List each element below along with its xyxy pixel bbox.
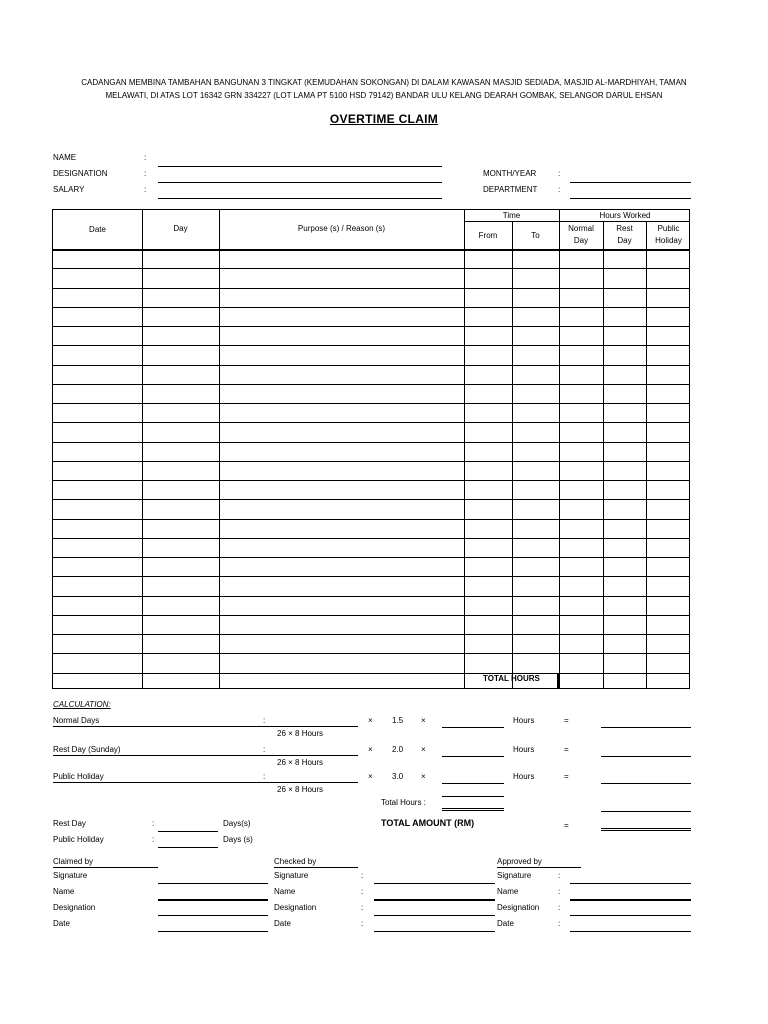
col-divider	[219, 210, 220, 688]
table-row[interactable]	[53, 442, 689, 443]
department-label: DEPARTMENT	[483, 185, 538, 194]
checked-by-heading: Checked by	[274, 857, 317, 866]
signoff-name-field[interactable]	[158, 899, 268, 901]
signoff-colon: :	[558, 871, 561, 880]
col-header-normal-day-line2: Day	[573, 236, 589, 245]
signoff-signature-label: Signature	[274, 871, 309, 880]
col-header-time: Time	[502, 211, 521, 220]
signoff-designation-field[interactable]	[374, 915, 495, 916]
calc-row-result-field[interactable]	[601, 727, 691, 728]
calc-row-divisor: 26 × 8 Hours	[277, 785, 324, 794]
total-hours-calc-double-line	[442, 808, 504, 811]
public-holiday-label: Public Holiday	[53, 835, 104, 844]
table-row[interactable]	[53, 326, 689, 327]
col-header-rest-day-line2: Day	[617, 236, 632, 245]
signoff-colon: :	[361, 903, 364, 912]
signoff-colon: :	[361, 919, 364, 928]
table-row[interactable]	[53, 538, 689, 539]
col-header-public-holiday	[646, 223, 691, 247]
table-row[interactable]	[53, 519, 689, 520]
signoff-signature-label: Signature	[497, 871, 532, 880]
calc-row-divisor: 26 × 8 Hours	[277, 758, 324, 767]
signoff-designation-label: Designation	[53, 903, 96, 912]
calc-row-colon: :	[263, 772, 266, 781]
col-header-rest-day	[603, 223, 646, 247]
total-amount-label: TOTAL AMOUNT (RM)	[381, 818, 475, 828]
col-header-purpose: Purpose (s) / Reason (s)	[297, 224, 386, 233]
calc-row-equals: =	[564, 772, 569, 781]
calc-row-colon: :	[263, 745, 266, 754]
approved-by-heading: Approved by	[497, 857, 542, 866]
signoff-date-field[interactable]	[158, 931, 268, 932]
table-row[interactable]	[53, 615, 689, 616]
project-header-line1: CADANGAN MEMBINA TAMBAHAN BANGUNAN 3 TINGKAT (KEMUDAHAN SOKONGAN) DI DALAM KAWASAN MASJID SEDIADA, MASJID AL-MARDHIYAH, TAMAN	[81, 78, 687, 87]
rest-day-unit: Days(s)	[223, 819, 251, 828]
col-divider	[464, 210, 465, 688]
col-divider	[142, 210, 143, 688]
table-row[interactable]	[53, 673, 689, 674]
col-divider	[646, 221, 647, 688]
name-colon: :	[144, 153, 147, 162]
calc-row-field[interactable]	[53, 782, 358, 783]
rest-day-colon: :	[152, 819, 155, 828]
table-row[interactable]	[53, 365, 689, 366]
signoff-date-label: Date	[497, 919, 514, 928]
signoff-date-field[interactable]	[570, 931, 691, 932]
col-header-day: Day	[173, 224, 188, 233]
table-row[interactable]	[53, 403, 689, 404]
col-header-public-holiday-line2: Holiday	[655, 236, 682, 245]
calc-row-result-field[interactable]	[601, 783, 691, 784]
calc-row-times2: ×	[421, 745, 426, 754]
signoff-signature-field[interactable]	[158, 883, 268, 884]
signoff-designation-field[interactable]	[158, 915, 268, 916]
name-field[interactable]	[158, 166, 442, 167]
salary-label: SALARY	[53, 185, 85, 194]
calc-row-hours-field[interactable]	[442, 783, 504, 784]
calc-row-hours: Hours	[513, 745, 535, 754]
claimed-by-heading: Claimed by	[53, 857, 94, 866]
col-header-date: Date	[89, 225, 106, 234]
table-row[interactable]	[53, 576, 689, 577]
signoff-designation-label: Designation	[274, 903, 317, 912]
col-header-to: To	[531, 231, 540, 240]
name-label: NAME	[53, 153, 77, 162]
overtime-table	[52, 209, 690, 689]
department-colon: :	[558, 185, 561, 194]
signoff-name-field[interactable]	[374, 899, 495, 901]
signoff-colon: :	[558, 887, 561, 896]
header-divider	[53, 249, 689, 251]
calc-row-times: ×	[368, 745, 373, 754]
calc-row-times: ×	[368, 716, 373, 725]
calc-row-field[interactable]	[53, 755, 358, 756]
calc-row-rate: 3.0	[392, 772, 404, 781]
signoff-colon: :	[558, 903, 561, 912]
calc-row-times2: ×	[421, 772, 426, 781]
signoff-signature-label: Signature	[53, 871, 88, 880]
table-row[interactable]	[53, 653, 689, 654]
public-holiday-unit: Days (s)	[223, 835, 253, 844]
calc-row-label: Public Holiday	[53, 772, 104, 781]
col-divider	[559, 210, 560, 688]
col-header-normal-day-line1: Normal	[568, 224, 594, 233]
calc-row-divisor: 26 × 8 Hours	[277, 729, 324, 738]
calc-row-hours: Hours	[513, 772, 535, 781]
table-row[interactable]	[53, 422, 689, 423]
signoff-date-field[interactable]	[374, 931, 495, 932]
calc-row-label: Normal Days	[53, 716, 100, 725]
total-amount-equals: =	[564, 821, 569, 830]
calc-row-rate: 2.0	[392, 745, 404, 754]
designation-colon: :	[144, 169, 147, 178]
table-row[interactable]	[53, 288, 689, 289]
total-hours-result-field[interactable]	[601, 811, 691, 812]
signoff-date-label: Date	[53, 919, 70, 928]
calc-row-rate: 1.5	[392, 716, 404, 725]
table-row[interactable]	[53, 461, 689, 462]
public-holiday-colon: :	[152, 835, 155, 844]
total-hours-calc-label: Total Hours :	[381, 798, 426, 807]
calc-row-hours-field[interactable]	[442, 727, 504, 728]
signoff-name-label: Name	[53, 887, 75, 896]
designation-label: DESIGNATION	[53, 169, 108, 178]
total-row-divider	[557, 673, 559, 689]
table-row[interactable]	[53, 499, 689, 500]
total-hours-label: TOTAL HOURS	[483, 674, 540, 683]
calc-row-hours: Hours	[513, 716, 535, 725]
signoff-name-label: Name	[274, 887, 296, 896]
total-amount-field[interactable]	[601, 828, 691, 831]
calc-row-result-field[interactable]	[601, 756, 691, 757]
form-title: OVERTIME CLAIM	[329, 112, 439, 126]
signoff-name-field[interactable]	[570, 899, 691, 901]
signoff-designation-label: Designation	[497, 903, 540, 912]
signoff-name-label: Name	[497, 887, 519, 896]
designation-field[interactable]	[158, 182, 442, 183]
department-field[interactable]	[570, 198, 691, 199]
calc-row-hours-field[interactable]	[442, 756, 504, 757]
month-year-field[interactable]	[570, 182, 691, 183]
calc-row-times: ×	[368, 772, 373, 781]
table-row[interactable]	[53, 596, 689, 597]
signoff-designation-field[interactable]	[570, 915, 691, 916]
month-year-label: MONTH/YEAR	[483, 169, 537, 178]
calc-row-equals: =	[564, 716, 569, 725]
project-header-line2: MELAWATI, DI ATAS LOT 16342 GRN 334227 (LOT LAMA PT 5100 HSD 79142) BANDAR ULU KELANG DEARAH GOMBAK, SELANGOR DARUL EHSAN	[105, 91, 663, 100]
calculation-heading: CALCULATION:	[53, 700, 111, 709]
signoff-date-label: Date	[274, 919, 291, 928]
rest-day-label: Rest Day	[53, 819, 86, 828]
col-header-from: From	[478, 231, 498, 240]
col-header-rest-day-line1: Rest	[616, 224, 633, 233]
table-row[interactable]	[53, 480, 689, 481]
signoff-colon: :	[361, 887, 364, 896]
calc-row-field[interactable]	[53, 726, 358, 727]
calc-row-equals: =	[564, 745, 569, 754]
signoff-signature-field[interactable]	[374, 883, 495, 884]
col-header-hours-worked: Hours Worked	[599, 211, 651, 220]
table-row[interactable]	[53, 345, 689, 346]
project-header	[40, 76, 728, 102]
signoff-signature-field[interactable]	[570, 883, 691, 884]
approved-by-underline	[497, 867, 581, 868]
signoff-colon: :	[558, 919, 561, 928]
calc-row-colon: :	[263, 716, 266, 725]
table-row[interactable]	[53, 634, 689, 635]
table-row[interactable]	[53, 384, 689, 385]
total-hours-calc-field[interactable]	[442, 796, 504, 797]
claimed-by-underline	[53, 867, 158, 868]
checked-by-underline	[274, 867, 358, 868]
col-divider	[603, 221, 604, 688]
signoff-colon: :	[361, 871, 364, 880]
rest-day-field[interactable]	[158, 831, 218, 832]
calc-row-times2: ×	[421, 716, 426, 725]
table-row[interactable]	[53, 268, 689, 269]
month-year-colon: :	[558, 169, 561, 178]
table-row[interactable]	[53, 307, 689, 308]
table-row[interactable]	[53, 557, 689, 558]
salary-field[interactable]	[158, 198, 442, 199]
col-divider	[512, 221, 513, 688]
salary-colon: :	[144, 185, 147, 194]
public-holiday-field[interactable]	[158, 847, 218, 848]
col-header-public-holiday-line1: Public	[657, 224, 680, 233]
col-header-normal-day	[559, 223, 603, 247]
calc-row-label: Rest Day (Sunday)	[53, 745, 121, 754]
